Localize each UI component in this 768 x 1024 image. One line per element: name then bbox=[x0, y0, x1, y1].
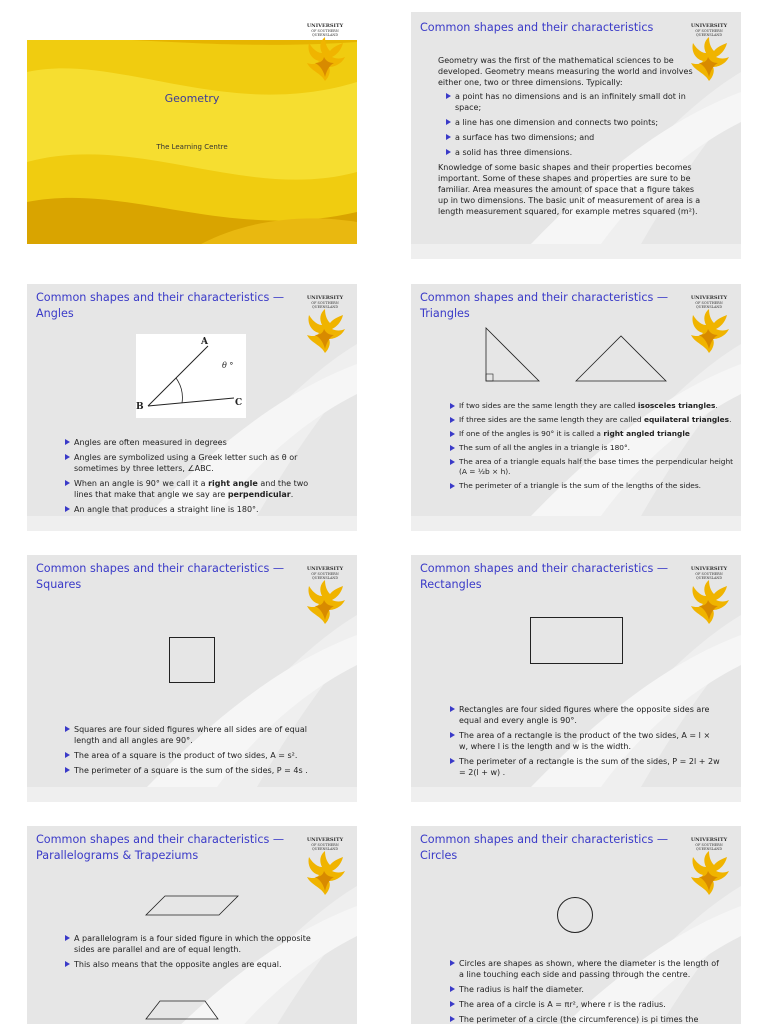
logo-line1: UNIVERSITY bbox=[690, 566, 728, 572]
logo-line2: OF SOUTHERN bbox=[311, 572, 339, 576]
list-item: a line has one dimension and connects two points; bbox=[444, 117, 703, 128]
phoenix-icon bbox=[687, 37, 731, 83]
slide-rectangles bbox=[411, 555, 741, 802]
label-a: A bbox=[201, 337, 208, 347]
slide-title: Common shapes and their characteristics — Rectangles bbox=[420, 562, 669, 591]
list-item: The perimeter of a rectangle is the sum of the sides, P = 2l + 2w = 2(l + w) . bbox=[448, 756, 720, 778]
list-item: If one of the angles is 90° it is called a right angled triangle bbox=[448, 429, 738, 439]
slide-cover bbox=[27, 12, 357, 244]
logo-line2: OF SOUTHERN bbox=[311, 301, 339, 305]
list-item: Angles are symbolized using a Greek letter such as θ or sometimes by three letters, ∠ABC. bbox=[63, 452, 325, 474]
university-logo bbox=[303, 24, 347, 87]
slide-squares bbox=[27, 555, 357, 802]
logo-line1: UNIVERSITY bbox=[306, 837, 344, 843]
list-item: The perimeter of a triangle is the sum of the lengths of the sides. bbox=[448, 481, 738, 491]
label-theta: θ ° bbox=[222, 361, 234, 370]
list-item: a surface has two dimensions; and bbox=[444, 132, 703, 143]
list-item: This also means that the opposite angles are equal. bbox=[63, 959, 333, 970]
list-item: If two sides are the same length they are called isosceles triangles. bbox=[448, 401, 738, 411]
logo-line1: UNIVERSITY bbox=[690, 837, 728, 843]
logo-line1: UNIVERSITY bbox=[306, 23, 344, 29]
list-item: If three sides are the same length they are called equilateral triangles. bbox=[448, 415, 738, 425]
slide-intro bbox=[411, 12, 741, 259]
slide-circles bbox=[411, 826, 741, 1024]
university-logo bbox=[303, 567, 347, 630]
list-item: When an angle is 90° we call it a right angle and the two lines that make that angle we say are perpendicular. bbox=[63, 478, 325, 500]
circle-figure bbox=[557, 897, 593, 933]
list-item: Circles are shapes as shown, where the diameter is the length of a line touching each side and passing through the centre. bbox=[448, 958, 720, 980]
list-item: The area of a circle is A = πr², where r is the radius. bbox=[448, 999, 720, 1010]
logo-line3: QUEENSLAND bbox=[311, 305, 339, 309]
list-item: The area of a square is the product of two sides, A = s². bbox=[63, 750, 333, 761]
logo-line1: UNIVERSITY bbox=[690, 23, 728, 29]
slide-parallelograms bbox=[27, 826, 357, 1024]
logo-line3: QUEENSLAND bbox=[695, 305, 723, 309]
slide-title: Common shapes and their characteristics bbox=[420, 21, 654, 34]
list-item: Rectangles are four sided figures where the opposite sides are equal and every angle is 90°. bbox=[448, 704, 720, 726]
logo-line2: OF SOUTHERN bbox=[311, 843, 339, 847]
trapezium-figure bbox=[145, 999, 220, 1021]
label-b: B bbox=[136, 402, 144, 412]
university-logo bbox=[303, 296, 347, 359]
logo-line2: OF SOUTHERN bbox=[695, 843, 723, 847]
angle-figure bbox=[136, 334, 246, 418]
slide-body bbox=[448, 704, 720, 782]
phoenix-icon bbox=[687, 309, 731, 355]
logo-line1: UNIVERSITY bbox=[690, 295, 728, 301]
logo-line3: QUEENSLAND bbox=[695, 576, 723, 580]
paragraph: Knowledge of some basic shapes and their properties becomes important. Some of these shapes and properties are sure to be familiar. Area measures the amount of space that a figure takes up in two dimensions. The basic unit of measurement of area is a length measurement squared, for example metres squared (m²). bbox=[438, 163, 701, 216]
slide-title: Common shapes and their characteristics — Angles bbox=[36, 291, 285, 320]
list-item: The perimeter of a circle (the circumference) is pi times the bbox=[448, 1014, 720, 1024]
logo-line3: QUEENSLAND bbox=[311, 33, 339, 37]
cover-subtitle: The Learning Centre bbox=[156, 143, 228, 151]
list-item: A parallelogram is a four sided figure in which the opposite sides are parallel and are of equal length. bbox=[63, 933, 333, 955]
university-logo bbox=[687, 838, 731, 901]
slide-body bbox=[63, 724, 333, 780]
label-c: C bbox=[235, 398, 243, 408]
phoenix-icon bbox=[303, 851, 347, 897]
list-item: The area of a rectangle is the product of the two sides, A = l × w, where l is the length and w is the width. bbox=[448, 730, 720, 752]
slide-body bbox=[438, 55, 703, 220]
logo-line3: QUEENSLAND bbox=[311, 576, 339, 580]
logo-line2: OF SOUTHERN bbox=[695, 572, 723, 576]
list-item: Squares are four sided figures where all sides are of equal length and all angles are 90°. bbox=[63, 724, 333, 746]
list-item: a solid has three dimensions. bbox=[444, 147, 703, 158]
phoenix-icon bbox=[303, 580, 347, 626]
list-item: a point has no dimensions and is an infinitely small dot in space; bbox=[444, 91, 703, 113]
list-item: The area of a triangle equals half the base times the perpendicular height (A = ½b × h). bbox=[448, 457, 738, 477]
list-item: Angles are often measured in degrees bbox=[63, 437, 325, 448]
parallelogram-figure bbox=[145, 894, 240, 918]
phoenix-icon bbox=[687, 580, 731, 626]
slide-body bbox=[448, 958, 720, 1024]
phoenix-icon bbox=[687, 851, 731, 897]
list-item: An angle that produces a straight line is 180°. bbox=[63, 504, 325, 515]
logo-line2: OF SOUTHERN bbox=[695, 301, 723, 305]
slide-triangles bbox=[411, 284, 741, 531]
university-logo bbox=[687, 296, 731, 359]
triangle-figures bbox=[481, 326, 681, 386]
slide-angles bbox=[27, 284, 357, 531]
logo-line1: UNIVERSITY bbox=[306, 295, 344, 301]
logo-line2: OF SOUTHERN bbox=[311, 29, 339, 33]
logo-line3: QUEENSLAND bbox=[695, 33, 723, 37]
logo-line3: QUEENSLAND bbox=[695, 847, 723, 851]
logo-line1: UNIVERSITY bbox=[306, 566, 344, 572]
square-figure bbox=[169, 637, 215, 683]
list-item: The sum of all the angles in a triangle is 180°. bbox=[448, 443, 738, 453]
list-item: The perimeter of a square is the sum of the sides, P = 4s . bbox=[63, 765, 333, 776]
logo-line3: QUEENSLAND bbox=[311, 847, 339, 851]
list-item: The radius is half the diameter. bbox=[448, 984, 720, 995]
slide-title: Common shapes and their characteristics — Triangles bbox=[420, 291, 669, 320]
university-logo bbox=[687, 567, 731, 630]
slide-body bbox=[63, 437, 325, 519]
logo-line2: OF SOUTHERN bbox=[695, 29, 723, 33]
slide-title: Common shapes and their characteristics — Squares bbox=[36, 562, 285, 591]
university-logo bbox=[687, 24, 731, 87]
rectangle-figure bbox=[530, 617, 623, 664]
paragraph: Geometry was the first of the mathematical sciences to be developed. Geometry means measuring the world and involves either one, two or three dimensions. Typically: bbox=[438, 56, 693, 87]
phoenix-icon bbox=[303, 309, 347, 355]
slide-body bbox=[448, 401, 738, 495]
phoenix-icon bbox=[303, 37, 347, 83]
slide-body bbox=[63, 933, 333, 974]
university-logo bbox=[303, 838, 347, 901]
slide-title: Common shapes and their characteristics — Parallelograms & Trapeziums bbox=[36, 833, 285, 862]
cover-title: Geometry bbox=[164, 92, 220, 105]
slide-title: Common shapes and their characteristics — Circles bbox=[420, 833, 669, 862]
angle-diagram bbox=[136, 334, 246, 418]
